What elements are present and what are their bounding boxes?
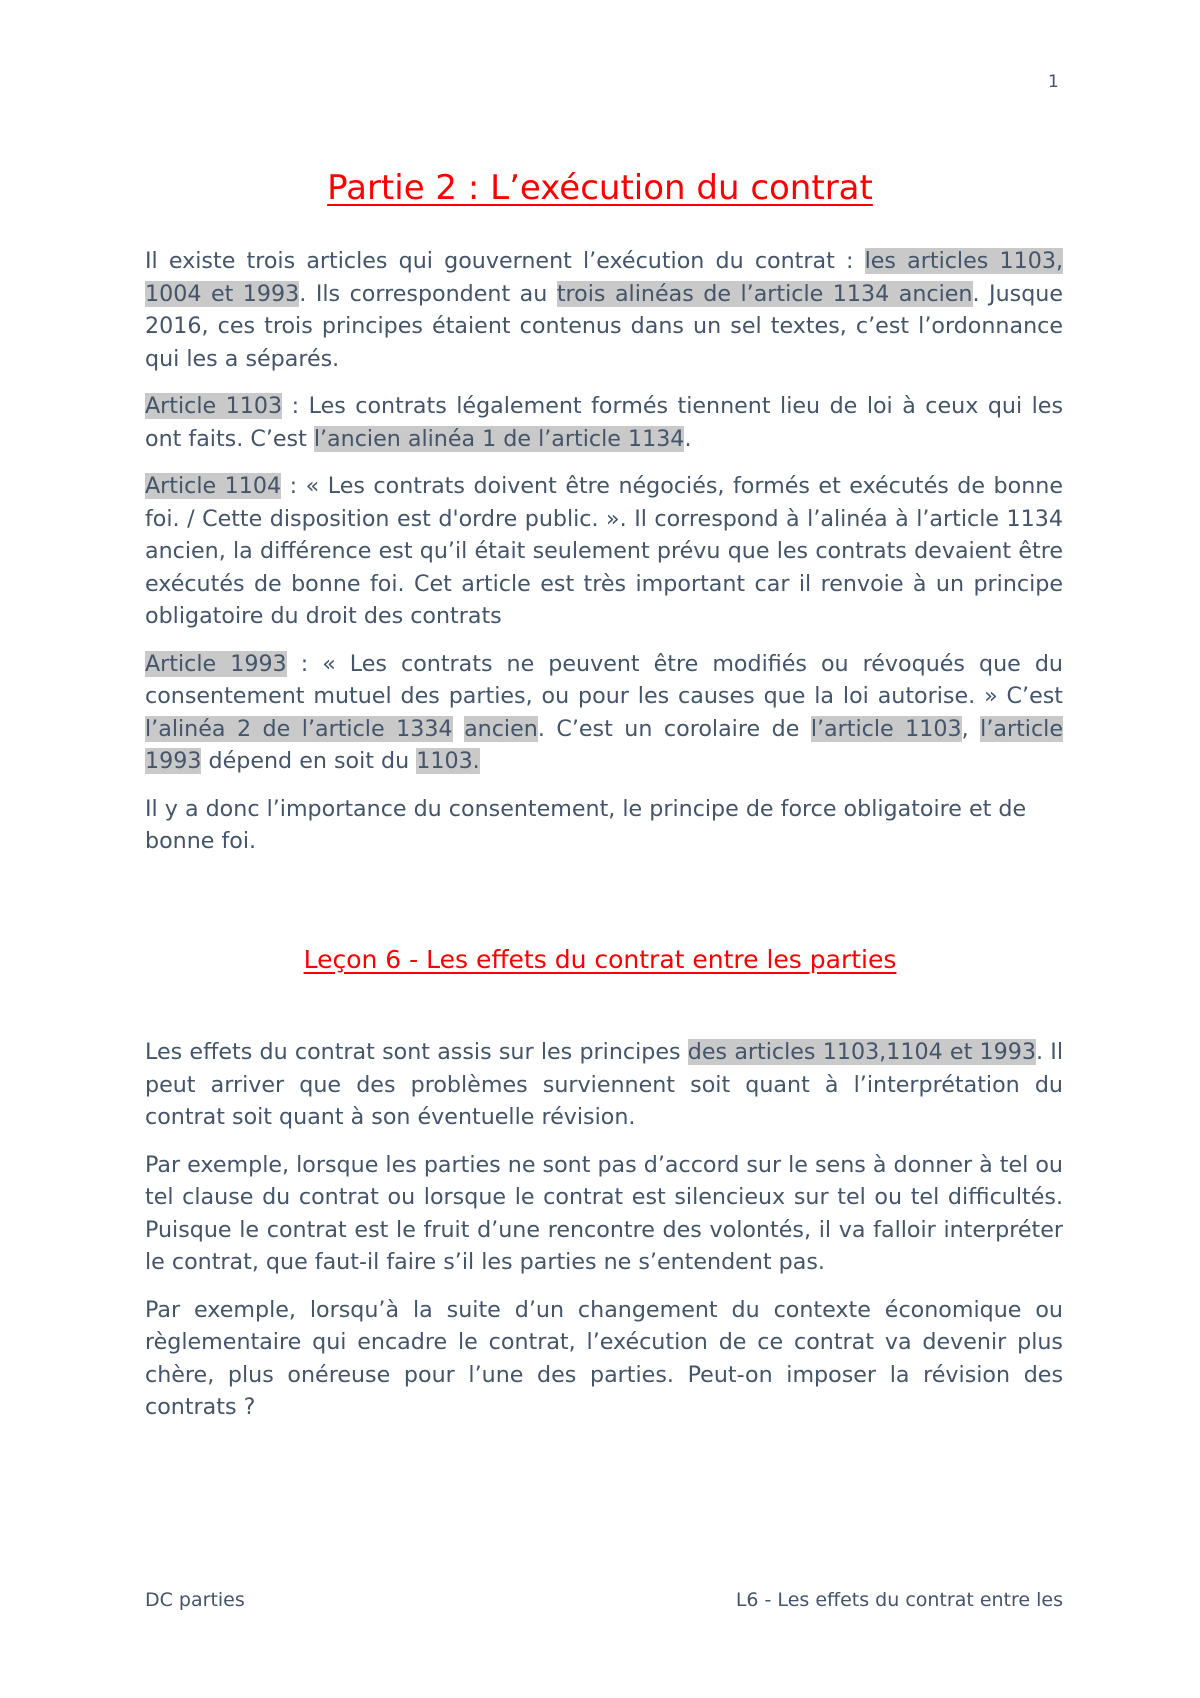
text-run: .	[684, 425, 692, 452]
text-run: ,	[961, 715, 981, 742]
highlight-run: Article 1104	[145, 473, 282, 499]
highlight-run: Article 1103	[145, 393, 283, 419]
text-run: . Il peut arriver que des problèmes surviennent soit quant à l’interprétation du contrat soit quant à son éventuelle révision.	[145, 1039, 1063, 1130]
lesson-paragraph-1	[145, 1036, 1063, 1134]
highlight-run: 1103.	[416, 748, 480, 774]
highlight-run: l’article 1103	[810, 715, 962, 742]
highlight-run: Article 1993	[145, 650, 287, 677]
highlight-run: trois alinéas de l’article 1134 ancien	[556, 280, 973, 307]
lesson-title: Leçon 6 - Les effets du contrat entre les parties	[303, 945, 897, 974]
article-1993-paragraph	[145, 648, 1063, 778]
text-run: : « Les contrats doivent être négociés, formés et exécutés de bonne foi. / Cette disposition est d'ordre public. ». Il correspond à l’alinéa à l’article 1134 ancien, la différence est qu’il était seulement prévu que les contrats devaient être exécutés de bonne foi. Cet article est très important car il renvoie à un principe obligatoire du droit des contrats	[145, 473, 1063, 629]
intro-paragraph-5: Il y a donc l’importance du consentement, le principe de force obligatoire et de bonne foi.	[145, 795, 1027, 854]
lesson-paragraph-3: Par exemple, lorsqu’à la suite d’un changement du contexte économique ou règlementaire qui encadre le contrat, l’exécution de ce contrat va devenir plus chère, plus onéreuse pour l’une des parties. Peut-on imposer la révision des contrats ?	[145, 1296, 1063, 1420]
text-run: dépend en soit du	[201, 748, 417, 774]
intro-paragraph-1	[145, 245, 1063, 375]
text-run: Les effets du contrat sont assis sur les principes	[145, 1039, 688, 1065]
intro-section	[145, 245, 1063, 873]
text-run: : « Les contrats ne peuvent être modifiés ou révoqués que du consentement mutuel des parties, ou pour les causes que la loi autorise. » C’est	[145, 650, 1063, 709]
article-1103-paragraph	[145, 390, 1063, 455]
highlight-run: des articles 1103,1104 et 1993	[687, 1039, 1036, 1065]
text-run: : Les contrats légalement formés tiennent lieu de loi à ceux qui les ont faits. C’est	[145, 393, 1063, 452]
highlight-run: l’ancien alinéa 1 de l’article 1134	[313, 425, 685, 452]
text-run: Il existe trois articles qui gouvernent l’exécution du contrat :	[145, 248, 865, 274]
highlight-run: les articles 1103, 1004 et 1993	[145, 248, 1064, 307]
text-run: . C’est un corolaire de	[537, 715, 811, 742]
highlight-run: l’article 1993	[145, 715, 1063, 774]
lesson-section	[145, 1036, 1063, 1439]
lesson-paragraph-2: Par exemple, lorsque les parties ne sont pas d’accord sur le sens à donner à tel ou tel clause du contrat ou lorsque le contrat est silencieux sur tel ou tel difficultés. Puisque le contrat est le fruit d’une rencontre des volontés, il va falloir interpréter le contrat, que faut-il faire s’il les parties ne s’entendent pas.	[145, 1151, 1063, 1275]
text-run: . Ils correspondent au	[299, 280, 557, 307]
highlight-run: l’alinéa 2 de l’article 1334	[145, 715, 453, 742]
page-number: 1	[1048, 72, 1059, 92]
text-run	[453, 716, 465, 742]
highlight-run: ancien	[464, 715, 538, 742]
text-run: . Jusque 2016, ces trois principes étaient contenus dans un sel textes, c’est l’ordonnance qui les a séparés.	[145, 280, 1064, 372]
document-title: Partie 2 : L’exécution du contrat	[327, 168, 873, 208]
footer-right: L6 - Les effets du contrat entre les	[735, 1589, 1063, 1611]
article-1104-paragraph	[145, 470, 1063, 633]
footer-left: DC parties	[145, 1589, 245, 1611]
